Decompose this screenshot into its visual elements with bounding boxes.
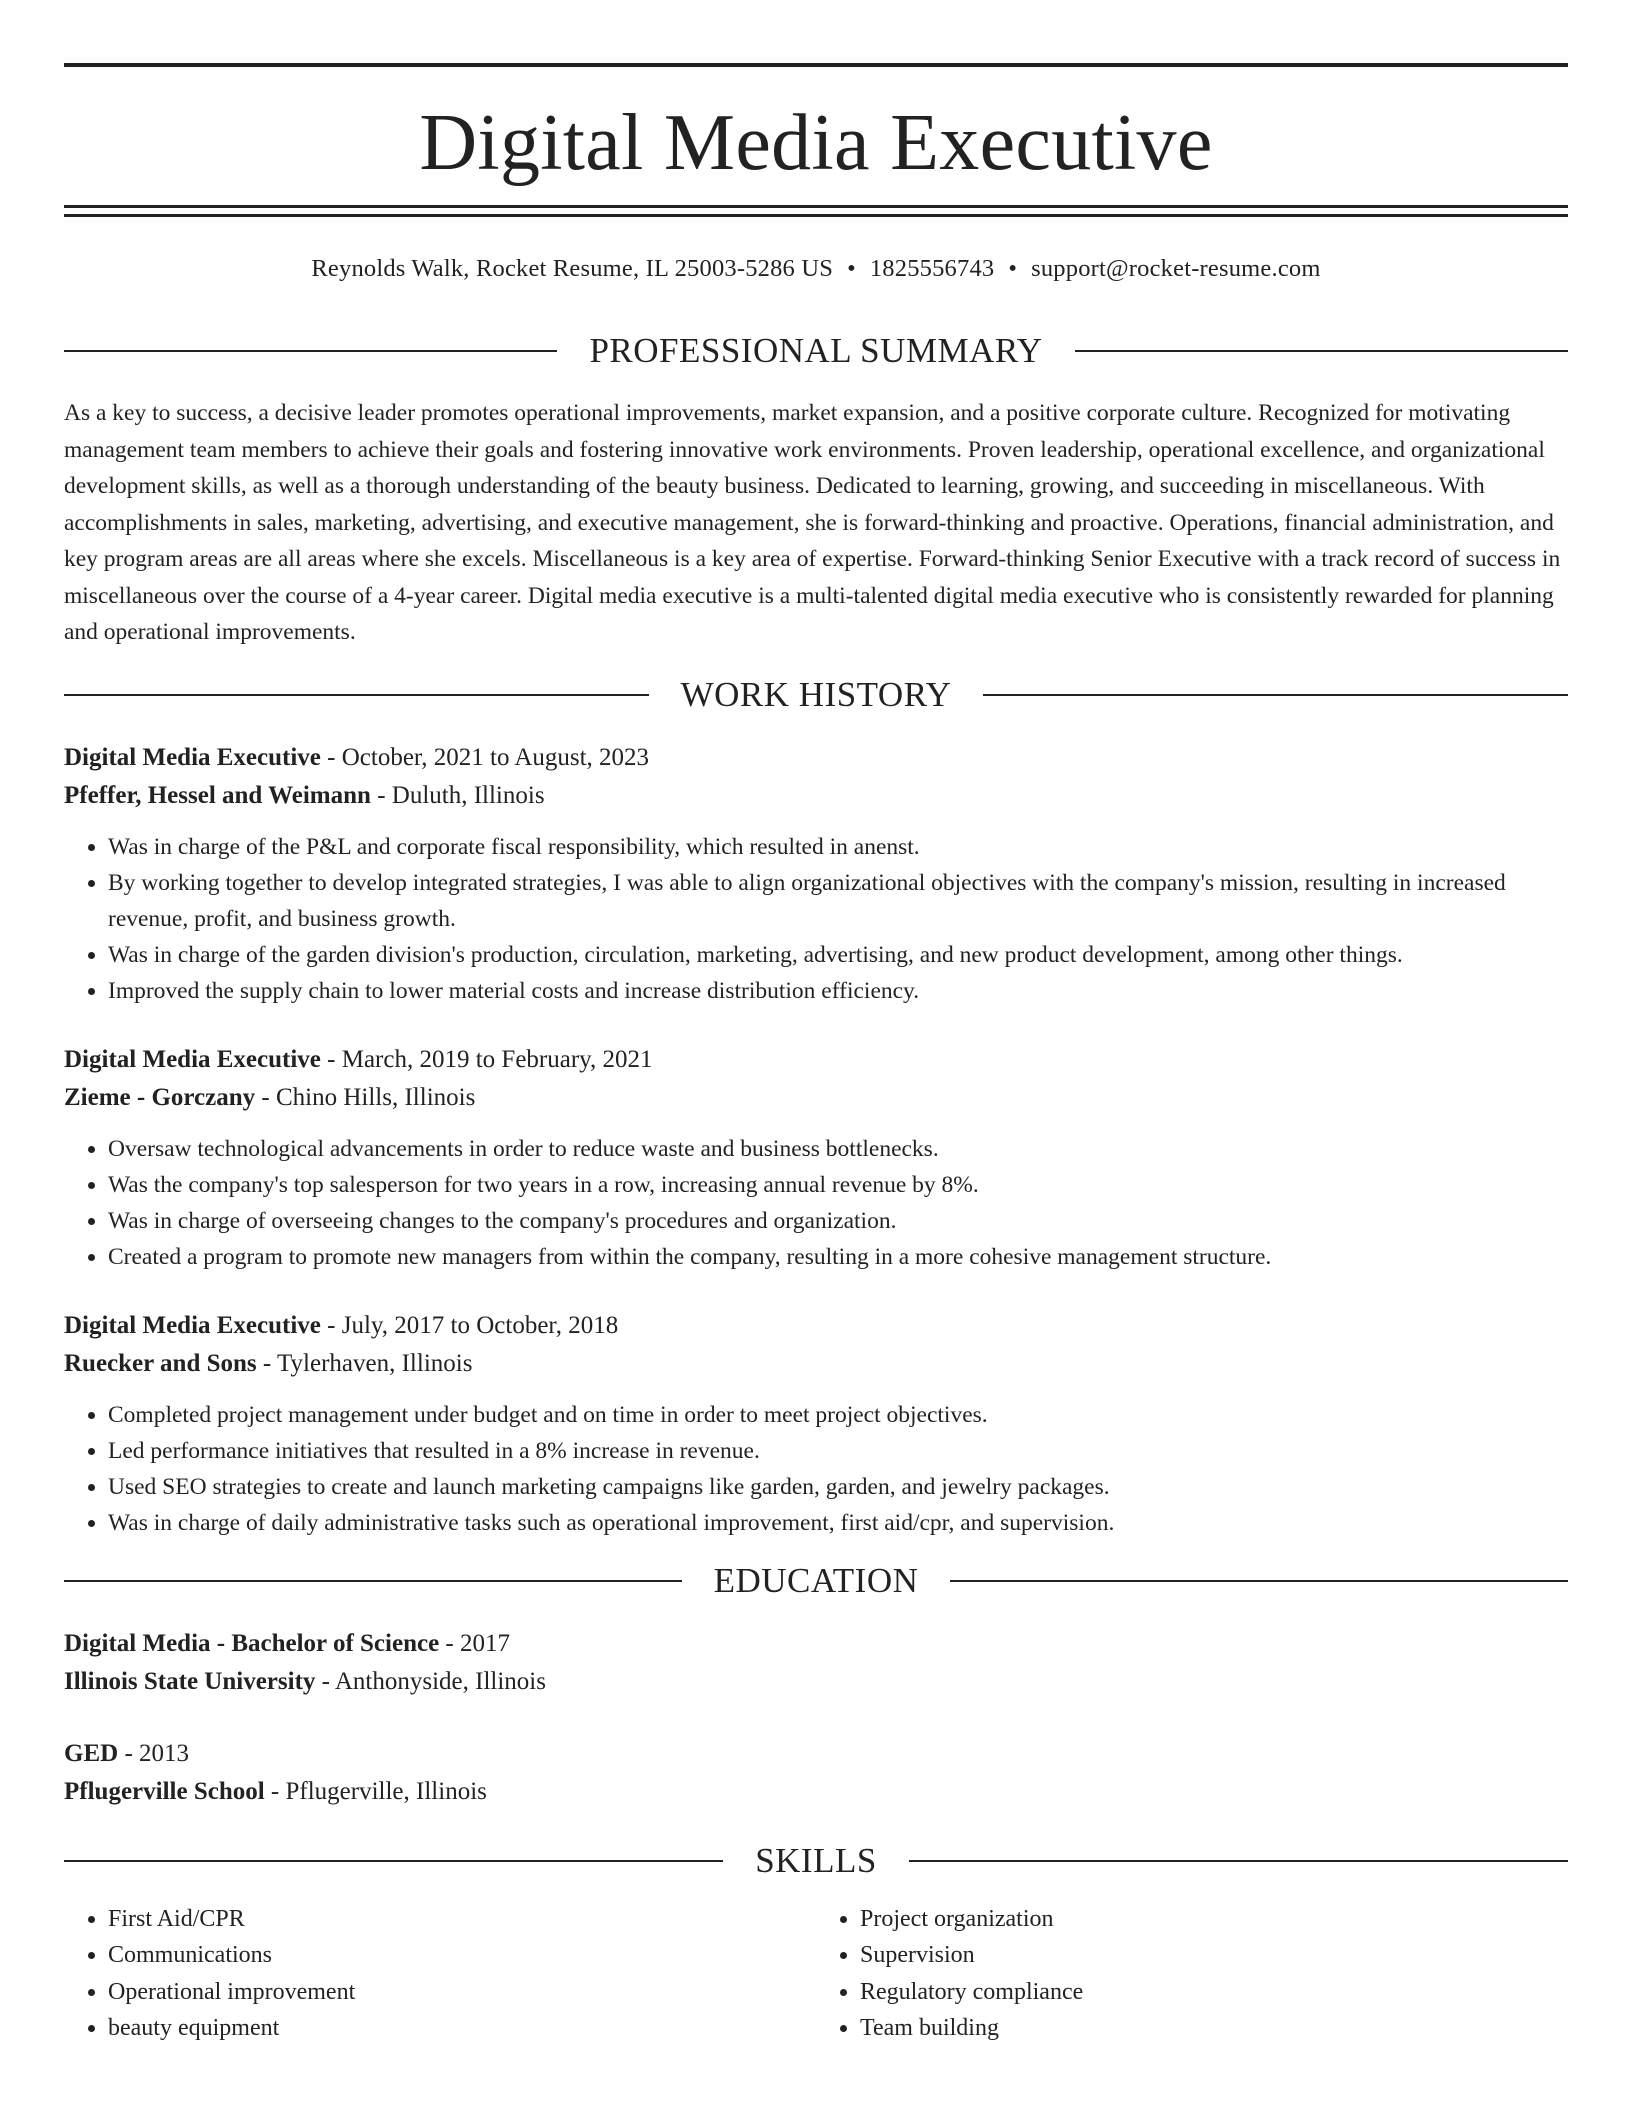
section-heading-summary: [64, 329, 1568, 373]
list-item: • Was in charge of daily administrative tasks such as operational improvement, first aid/cpr, and supervision.: [108, 1505, 1568, 1541]
list-item: • Was in charge of overseeing changes to the company's procedures and organization.: [108, 1203, 1568, 1239]
company-line: [64, 1345, 1568, 1383]
skills-grid: [64, 1901, 1568, 2047]
skill-item: • Project organization: [860, 1901, 1568, 1938]
heading-rule: [64, 350, 557, 352]
section-title: EDUCATION: [713, 1560, 919, 1600]
company-name: Zieme - Gorczany: [64, 1083, 256, 1111]
contact-email: support@rocket-resume.com: [1031, 255, 1321, 282]
section-heading-skills: [64, 1839, 1568, 1883]
header-double-rule: [64, 205, 1568, 217]
section-heading-education: [64, 1559, 1568, 1603]
company-line: [64, 1079, 1568, 1117]
degree-year: - 2013: [118, 1739, 190, 1767]
school-location: - Anthonyside, Illinois: [315, 1667, 546, 1695]
contact-separator: •: [1008, 255, 1018, 282]
job-bullets: [64, 1397, 1568, 1541]
skill-item: • beauty equipment: [108, 2010, 816, 2047]
skill-item: • Team building: [860, 2010, 1568, 2047]
job-bullets: [64, 1131, 1568, 1275]
company-location: - Duluth, Illinois: [370, 781, 545, 809]
degree-line: [64, 1735, 1568, 1773]
company-name: Pfeffer, Hessel and Weimann: [64, 781, 371, 809]
list-item: • Led performance initiatives that resulted in a 8% increase in revenue.: [108, 1433, 1568, 1469]
skills-column-left: [64, 1901, 816, 2047]
skills-column-right: [816, 1901, 1568, 2047]
education-entry: [64, 1735, 1568, 1811]
job-title: Digital Media Executive: [64, 1311, 321, 1339]
section-heading-work: [64, 673, 1568, 717]
contact-phone: 1825556743: [869, 255, 995, 282]
resume-page: [64, 63, 1568, 2047]
company-location: - Tylerhaven, Illinois: [256, 1349, 473, 1377]
heading-rule: [64, 694, 649, 696]
school-line: [64, 1663, 1568, 1701]
list-item: • Used SEO strategies to create and launch marketing campaigns like garden, garden, and jewelry packages.: [108, 1469, 1568, 1505]
list-item: • Was the company's top salesperson for two years in a row, increasing annual revenue by 8%.: [108, 1167, 1568, 1203]
school-name: Pflugerville School: [64, 1777, 265, 1805]
summary-paragraph: As a key to success, a decisive leader promotes operational improvements, market expansion, and a positive corporate culture. Recognized for motivating management team members to achieve their goals and fostering innovative work environments. Proven leadership, operational excellence, and organizational development skills, as well as a thorough understanding of the beauty business. Dedicated to learning, growing, and succeeding in miscellaneous. With accomplishments in sales, marketing, advertising, and executive management, she is forward-thinking and proactive. Operations, financial administration, and key program areas are all areas where she excels. Miscellaneous is a key area of expertise. Forward-thinking Senior Executive with a track record of success in miscellaneous over the course of a 4-year career. Digital media executive is a multi-talented digital media executive who is consistently rewarded for planning and operational improvements.: [64, 400, 1561, 645]
school-line: [64, 1773, 1568, 1811]
degree-year: - 2017: [439, 1629, 510, 1657]
resume-title: Digital Media Executive: [419, 99, 1213, 187]
job-dates: - October, 2021 to August, 2023: [320, 743, 650, 771]
list-item: • By working together to develop integrated strategies, I was able to align organizational objectives with the company's mission, resulting in increased revenue, profit, and business growth.: [108, 865, 1568, 937]
skill-item: • Regulatory compliance: [860, 1974, 1568, 2011]
list-item: • Created a program to promote new managers from within the company, resulting in a more cohesive management structure.: [108, 1239, 1568, 1275]
skill-item: • Communications: [108, 1937, 816, 1974]
job-bullets: [64, 829, 1568, 1009]
heading-rule: [64, 1860, 723, 1862]
contact-separator: •: [847, 255, 856, 282]
section-title: WORK HISTORY: [680, 674, 952, 714]
job-entry: [64, 1307, 1568, 1541]
job-dates: - March, 2019 to February, 2021: [320, 1045, 653, 1073]
heading-rule: [64, 1580, 682, 1582]
contact-address: Reynolds Walk, Rocket Resume, IL 25003-5286 US: [311, 255, 834, 282]
job-entry: [64, 1041, 1568, 1275]
job-title: Digital Media Executive: [64, 743, 321, 771]
job-entry: [64, 739, 1568, 1009]
heading-rule: [950, 1580, 1568, 1582]
job-title-line: [64, 739, 1568, 777]
heading-rule: [983, 694, 1568, 696]
school-name: Illinois State University: [64, 1667, 316, 1695]
list-item: • Completed project management under budget and on time in order to meet project objectives.: [108, 1397, 1568, 1433]
degree-name: Digital Media - Bachelor of Science: [64, 1629, 440, 1657]
company-location: - Chino Hills, Illinois: [255, 1083, 476, 1111]
list-item: • Oversaw technological advancements in order to reduce waste and business bottlenecks.: [108, 1131, 1568, 1167]
job-title: Digital Media Executive: [64, 1045, 321, 1073]
skill-item: • First Aid/CPR: [108, 1901, 816, 1938]
section-title: PROFESSIONAL SUMMARY: [589, 331, 1043, 370]
degree-name: GED: [64, 1739, 119, 1767]
skill-item: • Supervision: [860, 1937, 1568, 1974]
header-top-rule: [64, 63, 1568, 67]
list-item: • Was in charge of the P&L and corporate fiscal responsibility, which resulted in anenst.: [108, 829, 1568, 865]
heading-rule: [909, 1860, 1568, 1862]
contact-line: [64, 253, 1568, 285]
job-title-line: [64, 1307, 1568, 1345]
company-line: [64, 777, 1568, 815]
school-location: - Pflugerville, Illinois: [264, 1777, 487, 1805]
section-title: SKILLS: [755, 1840, 877, 1880]
company-name: Ruecker and Sons: [64, 1349, 257, 1377]
job-title-line: [64, 1041, 1568, 1079]
job-dates: - July, 2017 to October, 2018: [320, 1311, 619, 1339]
degree-line: [64, 1625, 1568, 1663]
list-item: • Improved the supply chain to lower material costs and increase distribution efficiency.: [108, 973, 1568, 1009]
skill-item: • Operational improvement: [108, 1974, 816, 2011]
heading-rule: [1075, 350, 1568, 352]
list-item: • Was in charge of the garden division's production, circulation, marketing, advertising, and new product development, among other things.: [108, 937, 1568, 973]
education-entry: [64, 1625, 1568, 1701]
